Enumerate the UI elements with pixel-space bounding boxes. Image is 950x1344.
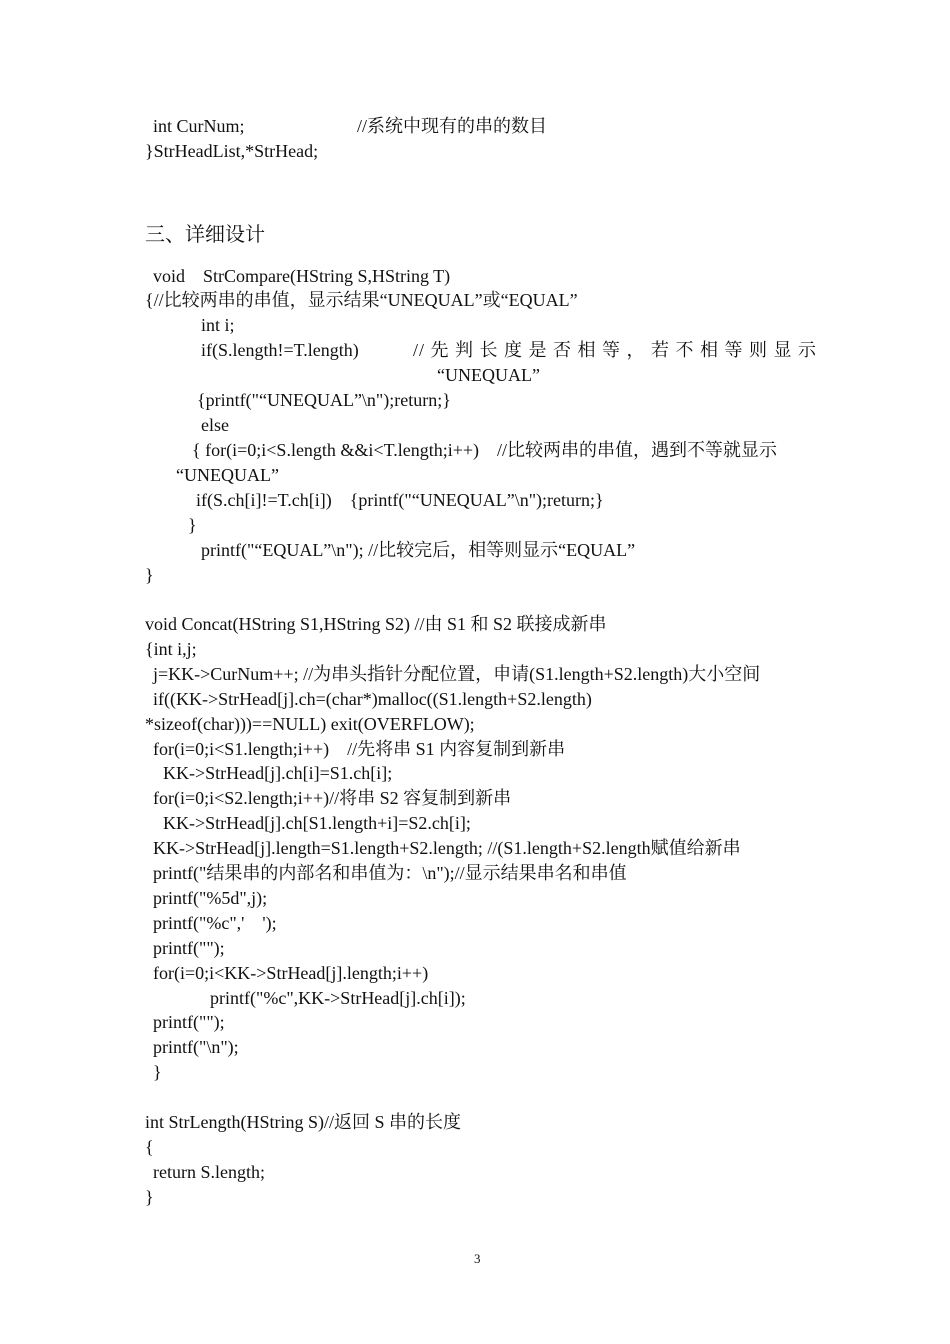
- code-line: {//比较两串的串值，显示结果“UNEQUAL”或“EQUAL”: [145, 290, 578, 310]
- code-comment: “UNEQUAL”: [176, 465, 279, 485]
- code-line: {int i,j;: [145, 639, 197, 659]
- code-line: KK->StrHead[j].length=S1.length+S2.length; //(S1.length+S2.length赋值给新串: [153, 838, 741, 858]
- code-line: KK->StrHead[j].ch[i]=S1.ch[i];: [163, 763, 393, 783]
- code-line: if((KK->StrHead[j].ch=(char*)malloc((S1.length+S2.length): [153, 689, 592, 709]
- code-line: if(S.length!=T.length): [201, 340, 359, 360]
- code-comment: “UNEQUAL”: [437, 365, 540, 385]
- code-line: void StrCompare(HString S,HString T): [153, 266, 451, 286]
- code-line: if(S.ch[i]!=T.ch[i]) {printf("“UNEQUAL”\n");return;}: [196, 490, 604, 510]
- code-line: void Concat(HString S1,HString S2) //由 S1 和 S2 联接成新串: [145, 614, 607, 634]
- code-line: }: [188, 515, 197, 535]
- code-line: {printf("“UNEQUAL”\n");return;}: [197, 390, 451, 410]
- code-line: int i;: [201, 315, 235, 335]
- code-line: for(i=0;i<S1.length;i++) //先将串 S1 内容复制到新串: [153, 739, 566, 759]
- code-line: printf("");: [153, 938, 225, 958]
- code-line: { for(i=0;i<S.length &&i<T.length;i++) //比较两串的串值，遇到不等就显示: [192, 440, 778, 460]
- code-line: }: [145, 565, 154, 585]
- code-line: KK->StrHead[j].ch[S1.length+i]=S2.ch[i];: [163, 813, 471, 833]
- code-line: int StrLength(HString S)//返回 S 串的长度: [145, 1112, 462, 1132]
- code-line: printf("%c",' ');: [153, 913, 277, 933]
- code-line: }StrHeadList,*StrHead;: [145, 141, 319, 161]
- code-line: printf("\n");: [153, 1037, 239, 1057]
- code-comment: //系统中现有的串的数目: [357, 116, 548, 136]
- code-line: return S.length;: [153, 1162, 265, 1182]
- code-comment: // 先 判 长 度 是 否 相 等 ， 若 不 相 等 则 显 示: [413, 340, 818, 360]
- code-line: }: [153, 1062, 162, 1082]
- section-heading: 三、详细设计: [145, 224, 265, 246]
- code-line: else: [201, 415, 229, 435]
- code-line: int CurNum;: [153, 116, 245, 136]
- code-line: printf("");: [153, 1012, 225, 1032]
- code-line: j=KK->CurNum++; //为串头指针分配位置，申请(S1.length+S2.length)大小空间: [153, 664, 761, 684]
- code-line: {: [145, 1137, 154, 1157]
- code-line: for(i=0;i<KK->StrHead[j].length;i++): [153, 963, 429, 983]
- page-number: 3: [474, 1251, 481, 1266]
- code-line: printf("结果串的内部名和串值为：\n");//显示结果串名和串值: [153, 863, 627, 883]
- code-line: for(i=0;i<S2.length;i++)//将串 S2 容复制到新串: [153, 788, 512, 808]
- code-line: }: [145, 1187, 154, 1207]
- code-line: printf("%5d",j);: [153, 888, 268, 908]
- code-line: printf("%c",KK->StrHead[j].ch[i]);: [210, 988, 466, 1008]
- code-line: *sizeof(char)))==NULL) exit(OVERFLOW);: [145, 714, 475, 734]
- code-line: printf("“EQUAL”\n"); //比较完后，相等则显示“EQUAL”: [201, 540, 636, 560]
